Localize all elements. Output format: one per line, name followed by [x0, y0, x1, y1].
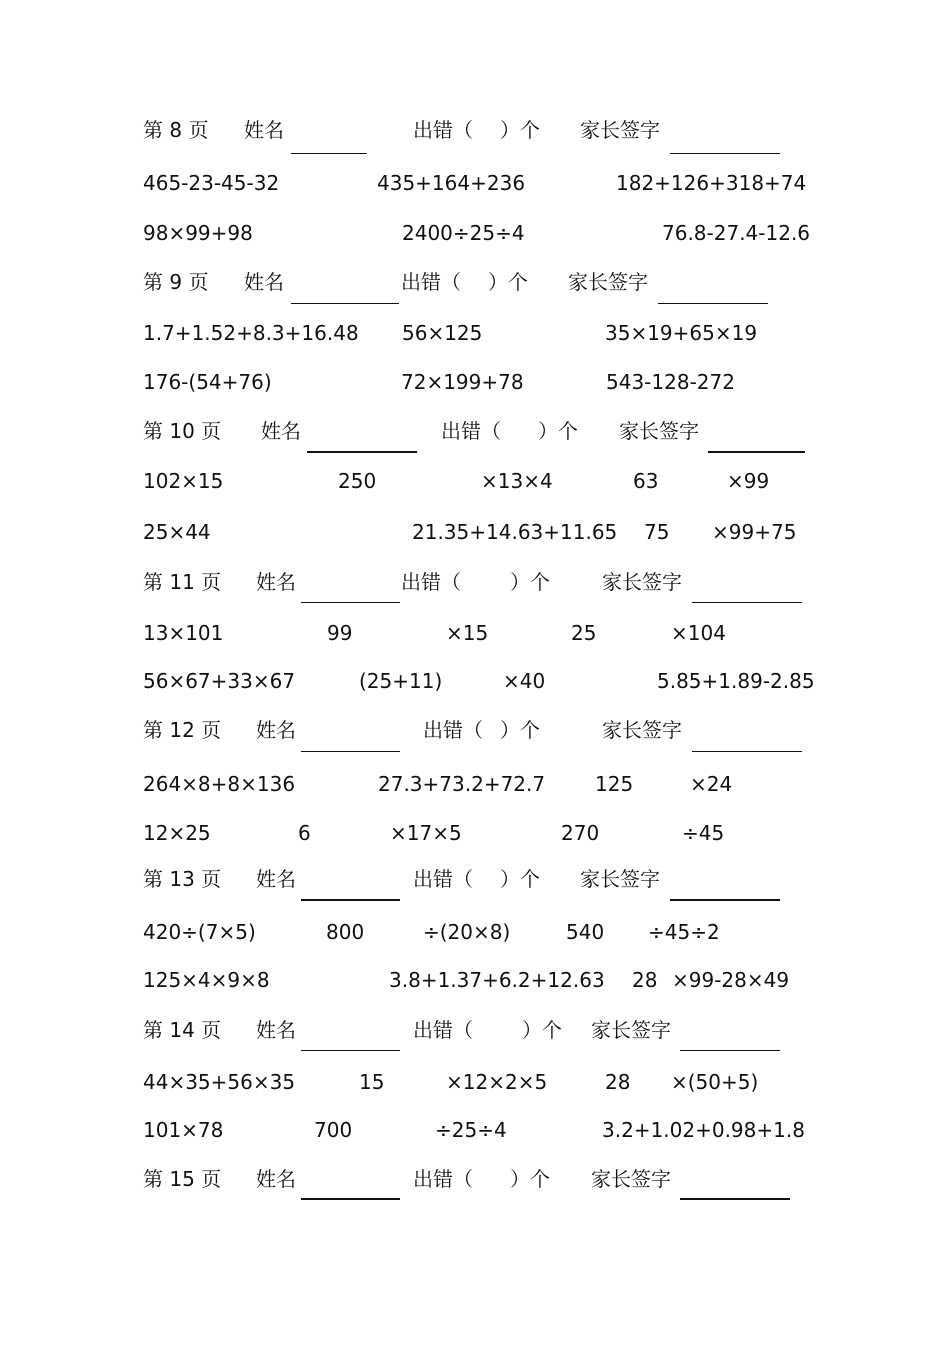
signature-blank-p9: [658, 303, 768, 304]
math-problem: 44×35+56×35: [143, 1070, 296, 1094]
header-field: 第 11 页: [143, 570, 222, 594]
header-field: 第 9 页: [143, 270, 209, 294]
math-problem: 1.7+1.52+8.3+16.48: [143, 321, 359, 345]
math-problem: 63: [633, 469, 659, 493]
header-field: ）个: [500, 118, 540, 142]
header-field: 姓名: [256, 570, 296, 594]
math-problem: 435+164+236: [377, 171, 526, 195]
header-field: 出错（: [401, 270, 461, 294]
math-problem: 800: [326, 920, 365, 944]
math-problem: 56×125: [402, 321, 483, 345]
math-problem: ÷(20×8): [423, 920, 511, 944]
math-problem: 102×15: [143, 469, 224, 493]
math-problem: 182+126+318+74: [616, 171, 807, 195]
math-problem: 25: [571, 621, 597, 645]
header-field: ）个: [538, 419, 578, 443]
header-field: 出错（: [413, 1167, 473, 1191]
header-field: 姓名: [256, 1167, 296, 1191]
header-field: 第 12 页: [143, 718, 222, 742]
header-field: ）个: [510, 570, 550, 594]
math-problem: 25×44: [143, 520, 211, 544]
math-problem: 543-128-272: [606, 370, 735, 394]
math-problem: 250: [338, 469, 377, 493]
name-blank-p10: [307, 451, 417, 453]
header-field: 家长签字: [580, 867, 660, 891]
name-blank-p8: [291, 153, 367, 154]
math-problem: 540: [566, 920, 605, 944]
math-problem: 21.35+14.63+11.65: [412, 520, 618, 544]
math-problem: ×12×2×5: [446, 1070, 548, 1094]
header-field: 出错（: [413, 1018, 473, 1042]
header-field: 出错（: [413, 118, 473, 142]
math-problem: 101×78: [143, 1118, 224, 1142]
header-field: 姓名: [256, 718, 296, 742]
math-problem: ×17×5: [390, 821, 462, 845]
header-field: 第 13 页: [143, 867, 222, 891]
math-problem: ×99: [727, 469, 770, 493]
signature-blank-p13: [670, 899, 780, 901]
math-problem: ×(50+5): [671, 1070, 759, 1094]
math-problem: 176-(54+76): [143, 370, 272, 394]
math-problem: 75: [644, 520, 670, 544]
header-field: 家长签字: [591, 1167, 671, 1191]
signature-blank-p11: [692, 602, 802, 603]
math-problem: ×99-28×49: [672, 968, 790, 992]
math-problem: ×15: [446, 621, 489, 645]
math-problem: 13×101: [143, 621, 224, 645]
header-field: ）个: [510, 1167, 550, 1191]
header-field: 出错（: [423, 718, 483, 742]
header-field: 家长签字: [591, 1018, 671, 1042]
math-problem: ÷45÷2: [648, 920, 720, 944]
math-problem: ×99+75: [712, 520, 797, 544]
math-problem: ×13×4: [481, 469, 553, 493]
name-blank-p11: [301, 602, 400, 603]
header-field: ）个: [500, 867, 540, 891]
header-field: 出错（: [441, 419, 501, 443]
math-problem: 3.2+1.02+0.98+1.8: [602, 1118, 805, 1142]
math-problem: 700: [314, 1118, 353, 1142]
math-problem: 270: [561, 821, 600, 845]
signature-blank-p15: [680, 1198, 790, 1200]
math-problem: 3.8+1.37+6.2+12.63: [389, 968, 605, 992]
math-problem: 27.3+73.2+72.7: [378, 772, 546, 796]
math-problem: 465-23-45-32: [143, 171, 280, 195]
math-problem: ×24: [690, 772, 733, 796]
header-field: ）个: [522, 1018, 562, 1042]
math-problem: 264×8+8×136: [143, 772, 296, 796]
math-problem: 76.8-27.4-12.6: [662, 221, 811, 245]
math-problem: 98×99+98: [143, 221, 253, 245]
math-problem: 15: [359, 1070, 385, 1094]
header-field: ）个: [488, 270, 528, 294]
header-field: 第 15 页: [143, 1167, 222, 1191]
math-problem: ×104: [671, 621, 726, 645]
header-field: 姓名: [244, 270, 284, 294]
math-problem: 5.85+1.89-2.85: [657, 669, 815, 693]
math-problem: 12×25: [143, 821, 211, 845]
math-problem: 28: [632, 968, 658, 992]
math-problem: 72×199+78: [401, 370, 524, 394]
header-field: 家长签字: [568, 270, 648, 294]
header-field: 家长签字: [580, 118, 660, 142]
header-field: 姓名: [256, 867, 296, 891]
signature-blank-p10: [708, 451, 805, 453]
header-field: ）个: [500, 718, 540, 742]
math-problem: ÷45: [682, 821, 725, 845]
name-blank-p9: [291, 303, 399, 304]
math-problem: 420÷(7×5): [143, 920, 256, 944]
math-problem: ×40: [503, 669, 546, 693]
name-blank-p13: [301, 899, 400, 901]
header-field: 第 14 页: [143, 1018, 222, 1042]
math-problem: 35×19+65×19: [605, 321, 758, 345]
signature-blank-p8: [670, 153, 780, 154]
header-field: 姓名: [261, 419, 301, 443]
math-problem: ÷25÷4: [435, 1118, 507, 1142]
header-field: 家长签字: [619, 419, 699, 443]
name-blank-p12: [301, 751, 400, 752]
math-problem: 28: [605, 1070, 631, 1094]
math-problem: 56×67+33×67: [143, 669, 296, 693]
header-field: 姓名: [256, 1018, 296, 1042]
header-field: 姓名: [244, 118, 284, 142]
header-field: 家长签字: [602, 718, 682, 742]
signature-blank-p12: [692, 751, 802, 752]
math-problem: 99: [327, 621, 353, 645]
math-problem: 6: [298, 821, 311, 845]
math-problem: 2400÷25÷4: [402, 221, 525, 245]
name-blank-p15: [301, 1198, 400, 1200]
name-blank-p14: [301, 1050, 400, 1051]
math-problem: 125×4×9×8: [143, 968, 270, 992]
header-field: 出错（: [401, 570, 461, 594]
signature-blank-p14: [680, 1050, 780, 1051]
math-problem: 125: [595, 772, 634, 796]
header-field: 出错（: [413, 867, 473, 891]
header-field: 第 8 页: [143, 118, 209, 142]
header-field: 第 10 页: [143, 419, 222, 443]
header-field: 家长签字: [602, 570, 682, 594]
math-problem: (25+11): [359, 669, 443, 693]
